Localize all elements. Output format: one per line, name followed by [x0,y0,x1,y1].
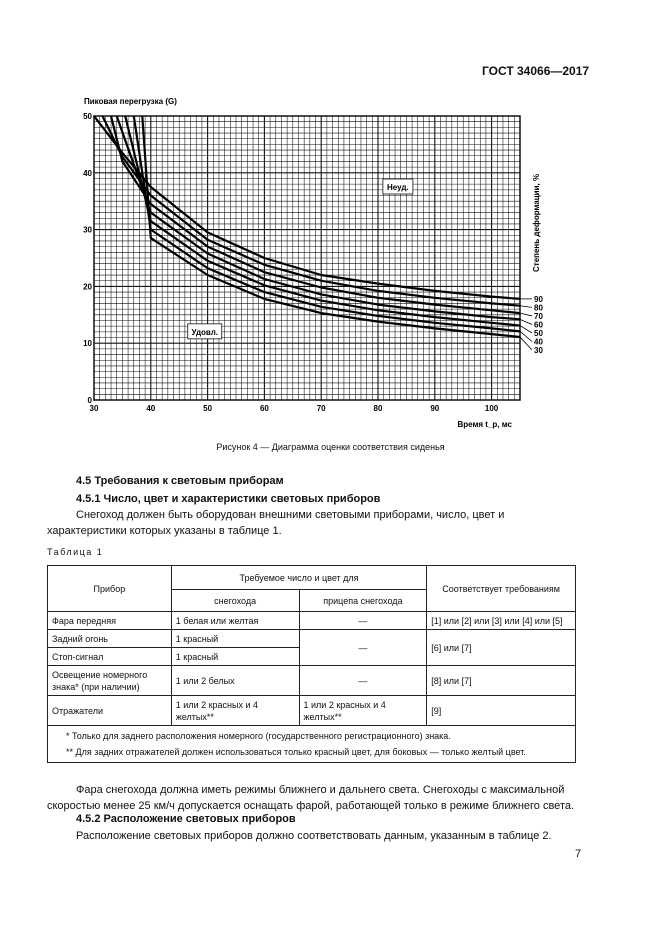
cell-device: Фара передняя [48,612,172,630]
header-trailer: прицепа снегохода [299,590,427,612]
cell-trailer: 1 или 2 красных и 4 желтых** [299,696,427,726]
figure-caption: Рисунок 4 — Диаграмма оценки соответствия сиденья [216,442,445,452]
cell-snowmobile: 1 или 2 белых [171,666,299,696]
header-required: Требуемое число и цвет для [171,566,426,590]
table-row [48,630,576,648]
cell-snowmobile: 1 или 2 красных и 4 желтых** [171,696,299,726]
x-tick-label: 60 [259,404,269,413]
region-label-pass: Удовл. [191,327,219,337]
chart-grid [94,116,520,400]
y-tick-label: 50 [83,112,92,121]
paragraph-headlight-modes: Фара снегохода должна иметь режимы ближнего и дальнего света. Снегоходы с максимальной скоростью менее 25 км/ч допускается оснащать фарой, работающей только в режиме ближнего света. [47,784,575,812]
x-tick-label: 70 [316,404,326,413]
y-tick-label: 10 [83,339,92,349]
x-axis-label: Время t_p, мс [457,420,512,429]
series-leader-line [520,306,532,308]
y-tick-label: 30 [83,225,92,235]
right-axis-label: Степень деформации, % [532,173,541,272]
cell-device: Отражатели [48,696,172,726]
y-tick-label: 0 [87,396,92,405]
cell-trailer: — [299,666,427,696]
cell-complies: [8] или [7] [427,666,576,696]
series-label-30: 30 [534,346,543,356]
lights-table [47,565,576,763]
series-leader-line [520,326,532,333]
cell-trailer: — [299,630,427,666]
series-label-60: 60 [534,320,543,330]
deformation-chart [76,92,576,432]
cell-snowmobile: 1 красный [171,630,299,648]
header-snowmobile: снегохода [171,590,299,612]
y-axis-label: Пиковая перегрузка (G) [84,97,177,106]
y-tick-label: 40 [83,168,92,178]
header-complies: Соответствует требованиям [427,566,576,612]
x-tick-label: 80 [373,404,383,413]
cell-trailer: — [299,612,427,630]
cell-device: Задний огонь [48,630,172,648]
x-tick-label: 40 [146,404,156,413]
cell-complies: [9] [427,696,576,726]
x-tick-label: 100 [484,404,499,413]
series-leader-line [520,319,532,324]
series-label-70: 70 [534,311,543,321]
table-title: Таблица 1 [47,547,104,557]
section-4-5-1-heading: 4.5.1 Число, цвет и характеристики световых приборов [76,493,381,505]
series-label-40: 40 [534,337,543,347]
chart-series-labels [520,295,543,355]
cell-snowmobile: 1 белая или желтая [171,612,299,630]
x-tick-label: 90 [430,404,440,413]
paragraph-lights: Снегоход должен быть оборудован внешними световыми приборами, число, цвет и характеристики которых указаны в таблице 1. [47,509,505,537]
cell-snowmobile: 1 красный [171,648,299,666]
cell-device: Стоп-сигнал [48,648,172,666]
standard-number: ГОСТ 34066—2017 [482,64,590,78]
cell-device: Освещение номерного знака* (при наличии) [48,666,172,696]
x-tick-label: 30 [89,404,99,413]
table-row [48,666,576,696]
series-label-50: 50 [534,328,543,338]
paragraph-placement: Расположение световых приборов должно соответствовать данным, указанным в таблице 2. [76,830,552,842]
table-note-1: * Только для заднего расположения номерного (государственного регистрационного) знака. [66,731,451,741]
section-4-5-heading: 4.5 Требования к световым приборам [76,475,284,487]
y-tick-label: 20 [83,282,92,292]
table-row [48,696,576,726]
series-label-90: 90 [534,294,543,304]
table-notes [48,726,576,763]
series-leader-line [520,313,532,316]
table-row [48,612,576,630]
series-label-80: 80 [534,303,543,313]
table-note-2: ** Для задних отражателей должен использоваться только красный цвет, для боковых — только желтый цвет. [66,747,526,757]
cell-complies: [6] или [7] [427,630,576,666]
page-number: 7 [575,848,582,860]
series-leader-line [520,337,532,350]
region-label-fail: Неуд. [387,183,409,192]
x-tick-label: 50 [203,404,213,413]
header-device: Прибор [48,566,172,612]
series-leader-line [520,331,532,341]
cell-complies: [1] или [2] или [3] или [4] или [5] [427,612,576,630]
section-4-5-2-heading: 4.5.2 Расположение световых приборов [76,813,296,825]
